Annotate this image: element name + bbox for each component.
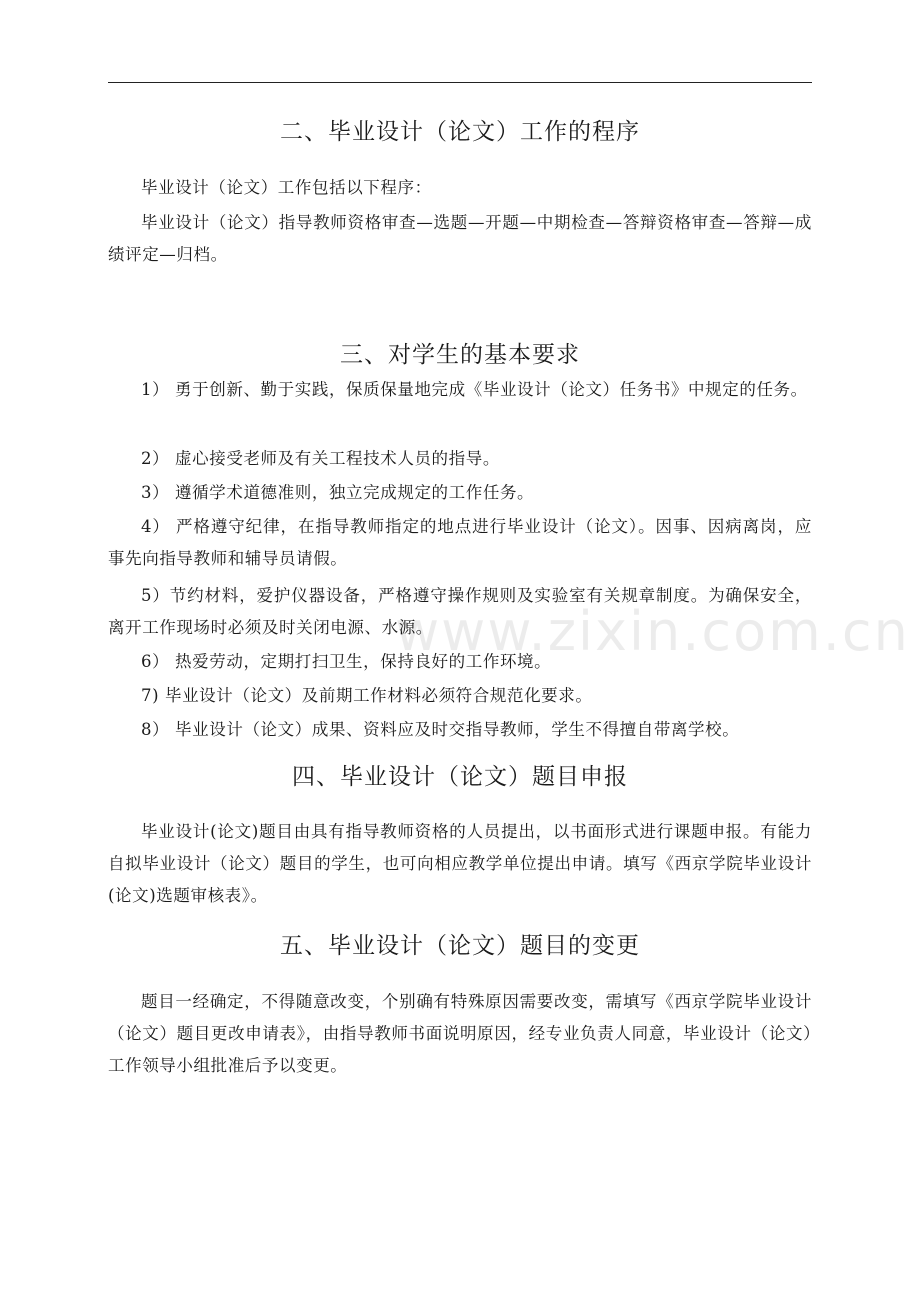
- section-heading-topic-application: 四、毕业设计（论文）题目申报: [292, 764, 628, 790]
- requirement-item-8: 8） 毕业设计（论文）成果、资料应及时交指导教师，学生不得擅自带离学校。: [141, 720, 740, 739]
- procedure-steps: 毕业设计（论文）指导教师资格审查—选题—开题—中期检查—答辩资格审查—答辩—成绩评定—归档。: [108, 213, 812, 264]
- requirement-item-5: 5）节约材料，爱护仪器设备，严格遵守操作规则及实验室有关规章制度。为确保安全，离开工作现场时必须及时关闭电源、水源。: [108, 586, 812, 637]
- topic-application-paragraph: 毕业设计(论文)题目由具有指导教师资格的人员提出，以书面形式进行课题申报。有能力自拟毕业设计（论文）题目的学生，也可向相应教学单位提出申请。填写《西京学院毕业设计(论文)选题审核表》。: [108, 822, 812, 905]
- header-rule: [108, 82, 812, 83]
- procedure-intro: 毕业设计（论文）工作包括以下程序：: [141, 178, 432, 197]
- section-heading-procedure: 二、毕业设计（论文）工作的程序: [280, 119, 640, 145]
- section-heading-student-requirements: 三、对学生的基本要求: [340, 342, 580, 368]
- topic-change-paragraph: 题目一经确定，不得随意改变，个别确有特殊原因需要改变，需填写《西京学院毕业设计（论文）题目更改申请表》，由指导教师书面说明原因，经专业负责人同意，毕业设计（论文）工作领导小组批准后予以变更。: [108, 992, 812, 1075]
- watermark-text: www.zixin.com.cn: [395, 600, 910, 663]
- requirement-item-3: 3） 遵循学术道德准则，独立完成规定的工作任务。: [141, 483, 535, 502]
- requirement-item-2: 2） 虚心接受老师及有关工程技术人员的指导。: [141, 449, 500, 468]
- requirement-item-1: 1） 勇于创新、勤于实践，保质保量地完成《毕业设计（论文）任务书》中规定的任务。: [141, 380, 808, 399]
- requirement-item-7: 7) 毕业设计（论文）及前期工作材料必须符合规范化要求。: [141, 686, 593, 705]
- requirement-item-4: 4） 严格遵守纪律，在指导教师指定的地点进行毕业设计（论文）。因事、因病离岗，应事先向指导教师和辅导员请假。: [108, 517, 812, 568]
- requirement-item-6: 6） 热爱劳动，定期打扫卫生，保持良好的工作环境。: [141, 652, 552, 671]
- section-heading-topic-change: 五、毕业设计（论文）题目的变更: [280, 933, 640, 959]
